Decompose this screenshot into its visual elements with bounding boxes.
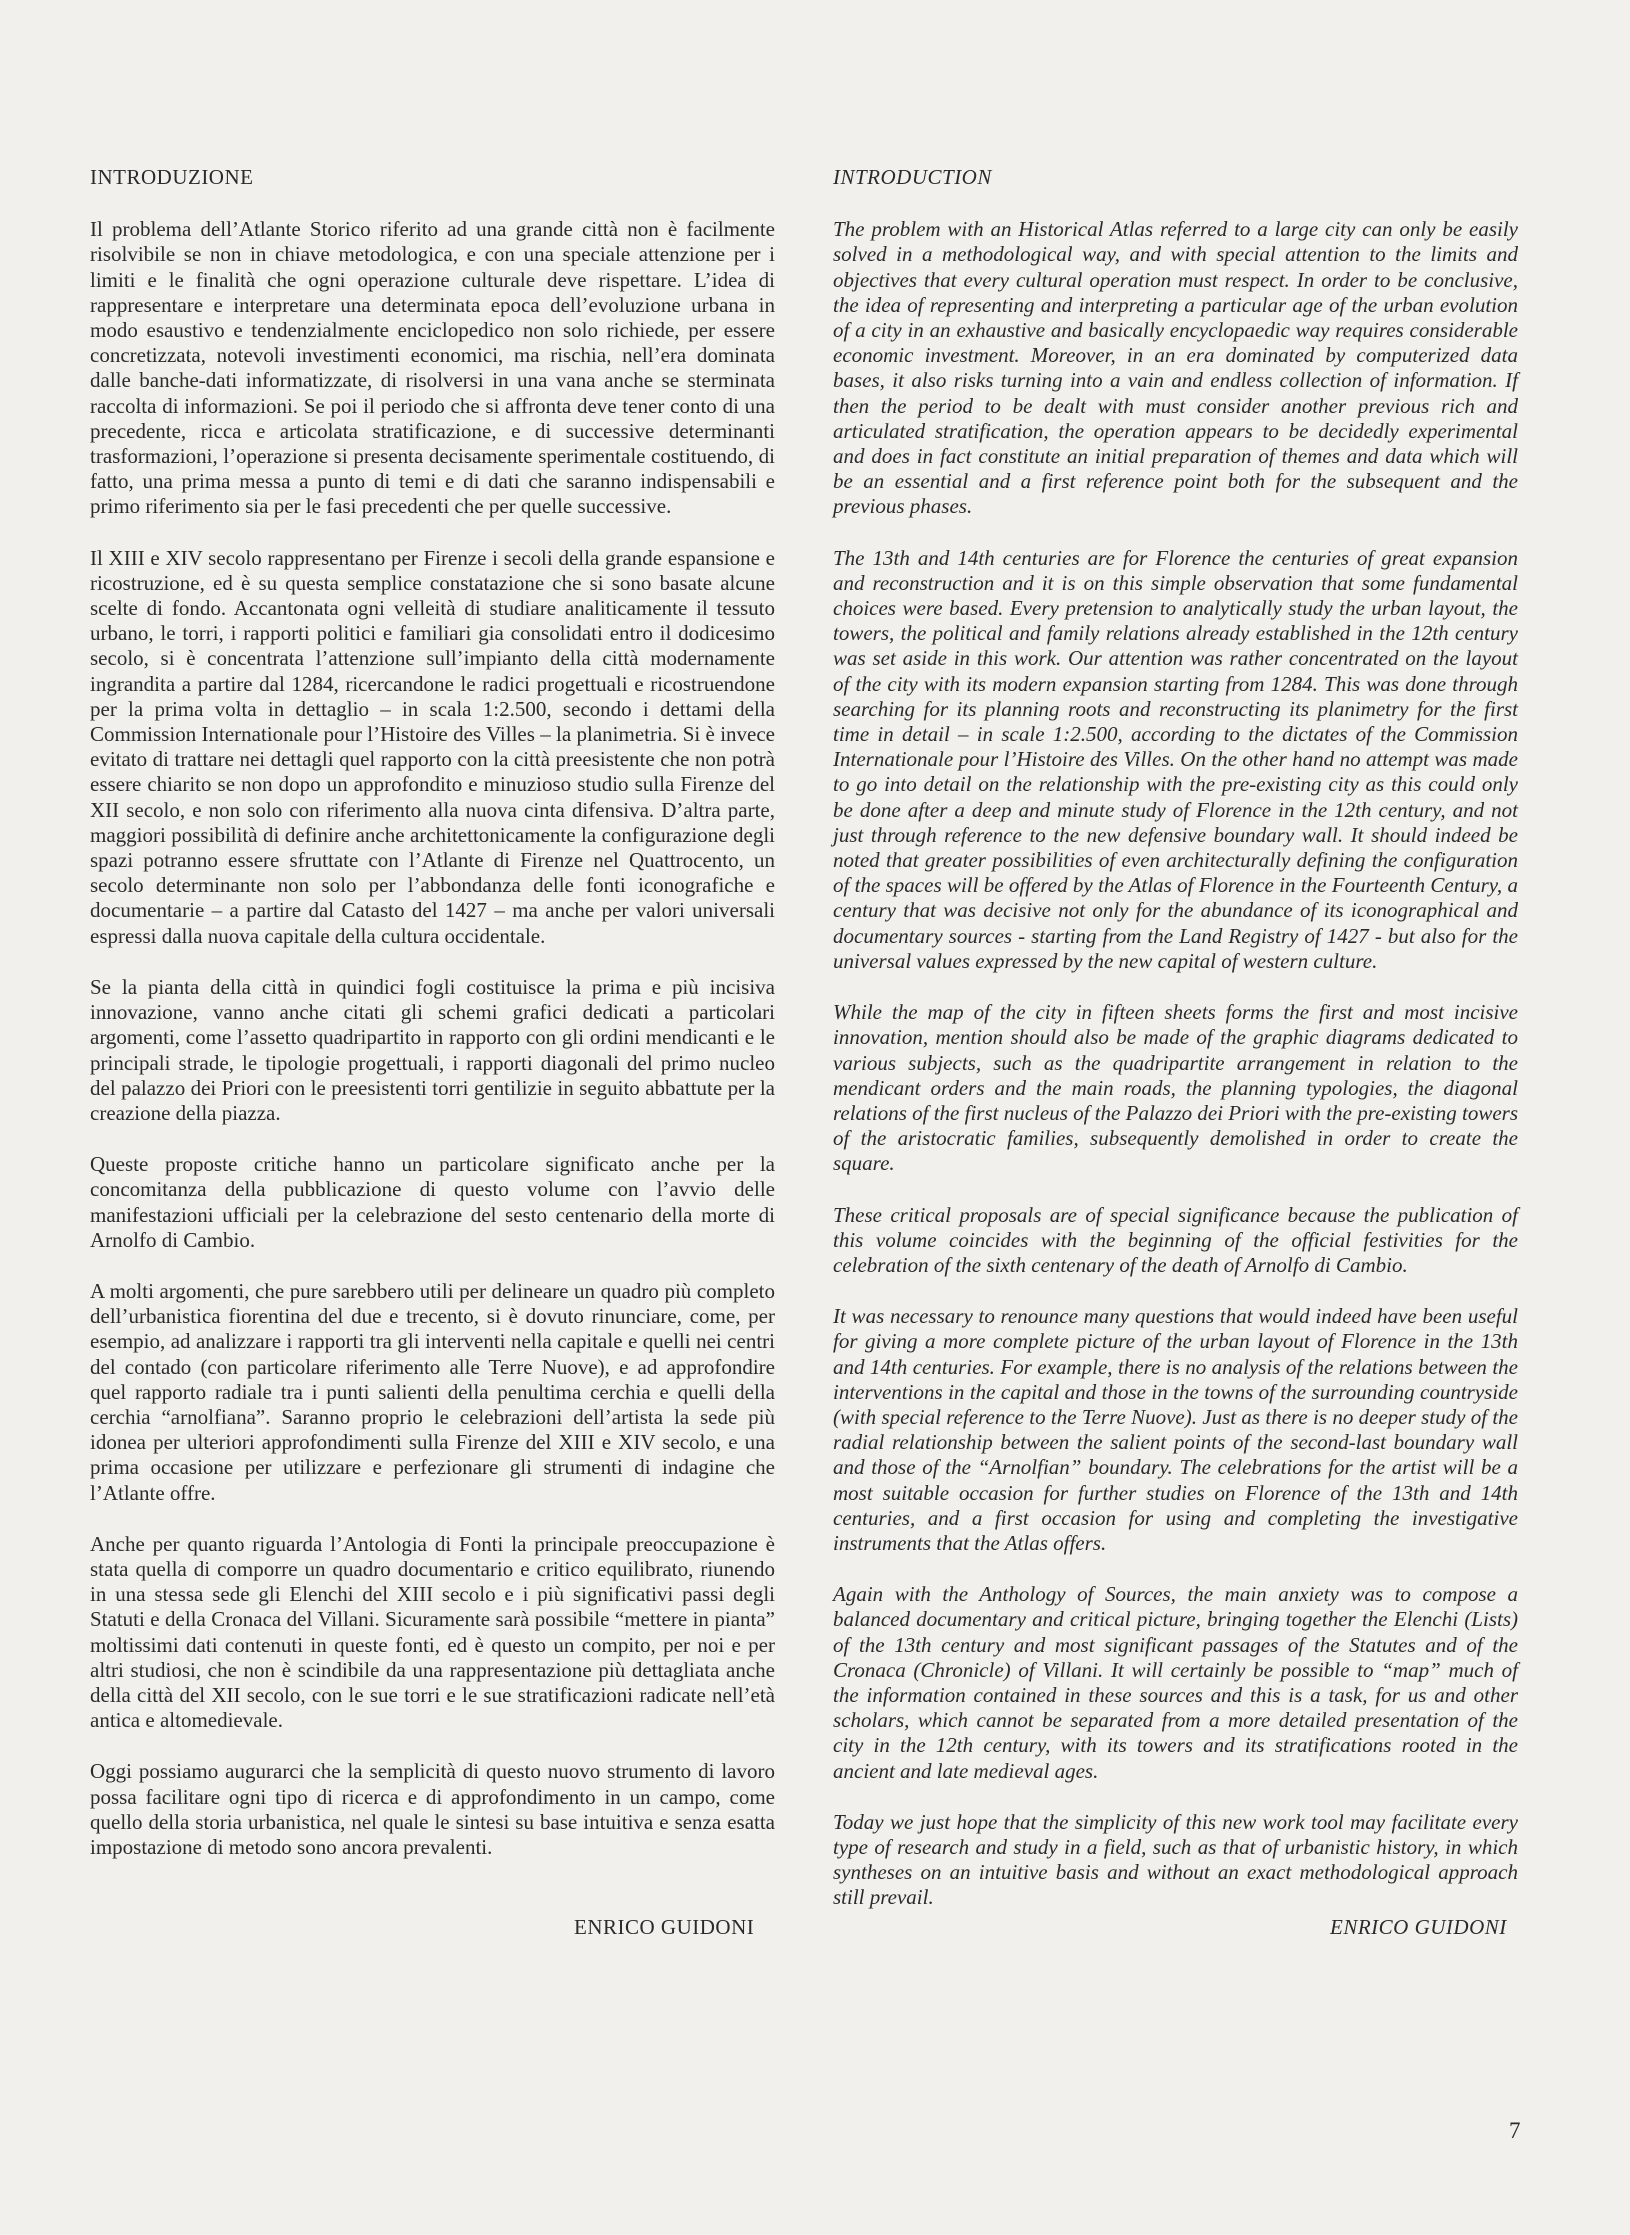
italian-paragraph-7: Oggi possiamo augurarci che la semplicità di questo nuovo strumento di lavoro possa facilitare ogni tipo di ricerca e di approfondimento in un campo, come quello della storia urbanistica, nel quale le sintesi su base intuitiva e senza esatta impostazione di metodo sono ancora prevalenti. [90, 1759, 775, 1859]
english-paragraph-6: Again with the Anthology of Sources, the main anxiety was to compose a balanced documentary and critical picture, bringing together the Elenchi (Lists) of the 13th century and most significant passages of the Statutes and of the Cronaca (Chronicle) of Villani. It will certainly be possible to “map” much of the information contained in these sources and this is a task, for us and other scholars, which cannot be separated from a more detailed presentation of the city in the 12th century, with its towers and its stratifications rooted in the ancient and late medieval ages. [833, 1582, 1518, 1783]
english-heading: INTRODUCTION [833, 165, 992, 189]
italian-paragraph-1: Il problema dell’Atlante Storico riferito ad una grande città non è facilmente risolvibile se non in chiave metodologica, e con una speciale attenzione per i limiti e le finalità che ogni operazione culturale deve rispettare. L’idea di rappresentare e interpretare una determinata epoca dell’evoluzione urbana in modo esaustivo e tendenzialmente enciclopedico non solo richiede, per essere concretizzata, notevoli investimenti economici, ma rischia, nell’era dominata dalle banche-dati informatizzate, di risolversi in una vana anche se sterminata raccolta di informazioni. Se poi il periodo che si affronta deve tener conto di una precedente, ricca e articolata stratificazione, e di successive determinanti trasformazioni, l’operazione si presenta decisamente sperimentale costituendo, di fatto, una prima messa a punto di temi e di dati che saranno indispensabili e primo riferimento sia per le fasi precedenti che per quelle successive. [90, 217, 775, 519]
english-paragraph-3: While the map of the city in fifteen sheets forms the first and most incisive innovation, mention should also be made of the graphic diagrams dedicated to various subjects, such as the quadripartite arrangement in relation to the mendicant orders and the main roads, the planning typologies, the diagonal relations of the first nucleus of the Palazzo dei Priori with the pre-existing towers of the aristocratic families, subsequently demolished in order to create the square. [833, 1000, 1518, 1176]
english-paragraph-2: The 13th and 14th centuries are for Florence the centuries of great expansion and reconstruction and it is on this simple observation that some fundamental choices were based. Every pretension to analytically study the urban layout, the towers, the political and family relations already established in the 12th century was set aside in this work. Our attention was rather concentrated on the layout of the city with its modern expansion starting from 1284. This was done through searching for its planning roots and reconstructing its planimetry for the first time in detail – in scale 1:2.500, according to the dictates of the Commission Internationale pour l’Histoire des Villes. On the other hand no attempt was made to go into detail on the relationship with the pre-existing city as this could only be done after a deep and minute study of Florence in the 12th century, and not just through reference to the new defensive boundary wall. It should indeed be noted that greater possibilities of even architecturally defining the configuration of the spaces will be offered by the Atlas of Florence in the Fourteenth Century, a century that was decisive not only for the abundance of its iconographical and documentary sources - starting from the Land Registry of 1427 - but also for the universal values expressed by the new capital of western culture. [833, 545, 1518, 973]
italian-signature: ENRICO GUIDONI [574, 1915, 755, 1939]
page-number: 7 [1509, 2118, 1521, 2143]
english-paragraph-5: It was necessary to renounce many questions that would indeed have been useful for giving a more complete picture of the urban layout of Florence in the 13th and 14th centuries. For example, there is no analysis of the relations between the interventions in the capital and those in the towns of the surrounding countryside (with special reference to the Terre Nuove). Just as there is no deeper study of the radial relationship between the salient points of the second-last boundary wall and those of the “Arnolfian” boundary. The celebrations for the artist will be a most suitable occasion for further studies on Florence of the 13th and 14th centuries, and a first occasion for using and completing the investigative instruments that the Atlas offers. [833, 1304, 1518, 1555]
italian-paragraph-5: A molti argomenti, che pure sarebbero utili per delineare un quadro più completo dell’urbanistica fiorentina del due e trecento, si è dovuto rinunciare, come, per esempio, ad analizzare i rapporti tra gli interventi nella capitale e quelli nei centri del contado (con particolare riferimento alle Terre Nuove), e ad approfondire quel rapporto radiale tra i punti salienti della penultima cerchia e quelli della cerchia “arnolfiana”. Saranno proprio le celebrazioni dell’artista la sede più idonea per ulteriori approfondimenti sulla Firenze del XIII e XIV secolo, e una prima occasione per utilizzare e perfezionare gli strumenti di indagine che l’Atlante offre. [90, 1278, 775, 1505]
italian-heading: INTRODUZIONE [90, 165, 254, 189]
english-signature: ENRICO GUIDONI [1330, 1915, 1507, 1939]
italian-paragraph-3: Se la pianta della città in quindici fogli costituisce la prima e più incisiva innovazione, vanno anche citati gli schemi grafici dedicati a particolari argomenti, come l’assetto quadripartito in rapporto con gli ordini mendicanti e le principali strade, le tipologie progettuali, i rapporti diagonali del primo nucleo del palazzo dei Priori con le preesistenti torri gentilizie in seguito abbattute per la creazione della piazza. [90, 974, 775, 1125]
english-paragraph-7: Today we just hope that the simplicity of this new work tool may facilitate every type of research and study in a field, such as that of urbanistic history, in which syntheses on an intuitive basis and without an exact methodological approach still prevail. [833, 1809, 1518, 1910]
italian-column [90, 165, 775, 1886]
english-paragraph-1: The problem with an Historical Atlas referred to a large city can only be easily solved in a methodological way, and with special attention to the limits and objectives that every cultural operation must respect. In order to be conclusive, the idea of representing and interpreting a particular age of the urban evolution of a city in an exhaustive and basically encyclopaedic way requires considerable economic investment. Moreover, in an era dominated by computerized data bases, it also risks turning into a vain and endless collection of information. If then the period to be dealt with must consider another previous rich and articulated stratification, the operation appears to be decidedly experimental and does in fact constitute an initial preparation of themes and data which will be an essential and a first reference point both for the subsequent and the previous phases. [833, 217, 1518, 519]
english-paragraph-4: These critical proposals are of special significance because the publication of this volume coincides with the beginning of the official festivities for the celebration of the sixth centenary of the death of Arnolfo di Cambio. [833, 1202, 1518, 1277]
english-column [833, 165, 1518, 1937]
italian-paragraph-2: Il XIII e XIV secolo rappresentano per Firenze i secoli della grande espansione e ricostruzione, ed è su questa semplice constatazione che si sono basate alcune scelte di fondo. Accantonata ogni velleità di studiare analiticamente il tessuto urbano, le torri, i rapporti politici e familiari gia consolidati entro il dodicesimo secolo, si è concentrata l’attenzione sull’impianto della città modernamente ingrandita a partire dal 1284, ricercandone le radici progettuali e ricostruendone per la prima volta in dettaglio – in scala 1:2.500, secondo i dettami della Commission Internationale pour l’Histoire des Villes – la planimetria. Si è invece evitato di trattare nei dettagli quel rapporto con la città preesistente che non potrà essere chiarito se non dopo un approfondito e minuzioso studio sulla Firenze del XII secolo, e non solo con riferimento alla nuova cinta difensiva. D’altra parte, maggiori possibilità di definire anche architettonicamente la configurazione degli spazi potranno essere sfruttate con l’Atlante di Firenze nel Quattrocento, un secolo determinante non solo per l’abbondanza delle fonti iconografiche e documentarie – a partire dal Catasto del 1427 – ma anche per valori universali espressi dalla nuova capitale della cultura occidentale. [90, 545, 775, 948]
italian-paragraph-4: Queste proposte critiche hanno un particolare significato anche per la concomitanza della pubblicazione di questo volume con l’avvio delle manifestazioni ufficiali per la celebrazione del sesto centenario della morte di Arnolfo di Cambio. [90, 1152, 775, 1252]
italian-paragraph-6: Anche per quanto riguarda l’Antologia di Fonti la principale preoccupazione è stata quella di comporre un quadro documentario e critico equilibrato, riunendo in una stessa sede gli Elenchi del XIII secolo e i più significativi passi degli Statuti e della Cronaca del Villani. Sicuramente sarà possibile “mettere in pianta” moltissimi dati contenuti in queste fonti, ed è questo un compito, per noi e per altri studiosi, che non è scindibile da una rappresentazione più dettagliata anche della città del XII secolo, con le sue torri e le sue stratificazioni radicate nell’età antica e altomedievale. [90, 1531, 775, 1733]
